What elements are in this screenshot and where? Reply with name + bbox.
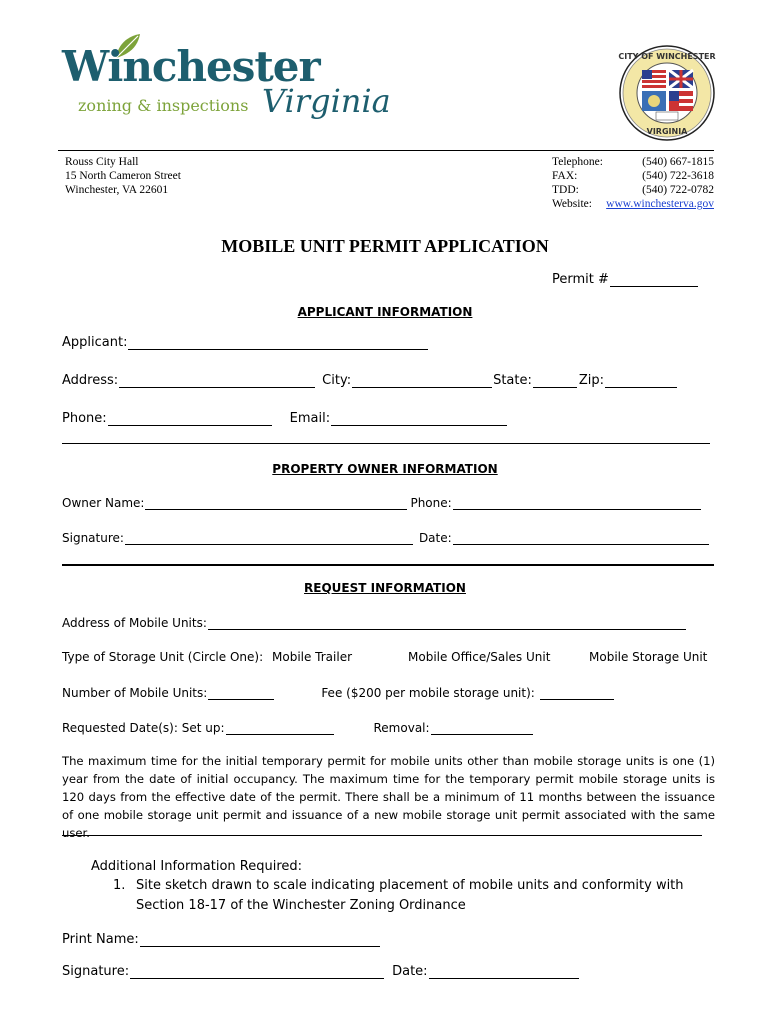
address-block xyxy=(65,155,181,197)
number-fee-row xyxy=(62,685,614,700)
owner-signature-row xyxy=(62,530,709,545)
phone-email-row xyxy=(62,411,507,426)
phone-label: Phone: xyxy=(62,411,107,426)
option-mobile-trailer[interactable]: Mobile Trailer xyxy=(272,650,353,664)
owner-phone-label: Phone: xyxy=(410,496,452,510)
divider-line xyxy=(62,443,710,444)
setup-input[interactable] xyxy=(226,720,334,735)
mobile-address-input[interactable] xyxy=(208,615,686,630)
logo-wordmark: Winchester xyxy=(62,42,320,91)
print-name-label: Print Name: xyxy=(62,932,139,947)
footer-signature-label: Signature: xyxy=(62,964,130,979)
owner-signature-label: Signature: xyxy=(62,531,124,545)
additional-item-line-1: Site sketch drawn to scale indicating placement of mobile units and conformity with xyxy=(136,878,684,893)
print-name-input[interactable] xyxy=(140,932,380,947)
website-link[interactable]: www.winchesterva.gov xyxy=(606,198,714,210)
additional-heading: Additional Information Required: xyxy=(91,859,303,874)
email-input[interactable] xyxy=(331,411,507,426)
footer-date-input[interactable] xyxy=(429,964,579,979)
applicant-input[interactable] xyxy=(128,335,428,350)
city-input[interactable] xyxy=(352,373,492,388)
mobile-address-row xyxy=(62,615,686,630)
telephone-label: Telephone: xyxy=(552,156,603,168)
print-name-row xyxy=(62,932,380,947)
address-line-3: Winchester, VA 22601 xyxy=(65,184,169,196)
setup-label: Requested Date(s): Set up: xyxy=(62,721,225,735)
dates-row xyxy=(62,720,533,735)
fee-input[interactable] xyxy=(540,685,614,700)
footer-date-label: Date: xyxy=(392,964,428,979)
city-label: City: xyxy=(322,373,352,388)
section-applicant-heading: APPLICANT INFORMATION xyxy=(297,305,473,319)
applicant-label: Applicant: xyxy=(62,335,128,350)
phone-input[interactable] xyxy=(108,411,272,426)
form-title: MOBILE UNIT PERMIT APPLICATION xyxy=(221,236,549,256)
owner-name-input[interactable] xyxy=(145,495,407,510)
storage-type-row xyxy=(62,650,722,664)
svg-text:VIRGINIA: VIRGINIA xyxy=(646,127,688,136)
telephone-value: (540) 667-1815 xyxy=(642,156,714,168)
fax-label: FAX: xyxy=(552,170,578,182)
permit-number-field xyxy=(552,272,698,287)
section-request-heading: REQUEST INFORMATION xyxy=(304,581,466,595)
contact-values xyxy=(600,155,714,211)
logo-subtitle: zoning & inspections xyxy=(78,96,249,115)
svg-text:CITY OF WINCHESTER: CITY OF WINCHESTER xyxy=(618,52,716,61)
address-row xyxy=(62,373,677,388)
address-line-1: Rouss City Hall xyxy=(65,156,139,168)
additional-item-number: 1. xyxy=(113,878,126,893)
section-owner-heading: PROPERTY OWNER INFORMATION xyxy=(272,462,498,476)
website-label: Website: xyxy=(552,198,592,210)
logo-state: Virginia xyxy=(262,82,391,120)
option-mobile-storage[interactable]: Mobile Storage Unit xyxy=(589,650,708,664)
permit-number-label: Permit # xyxy=(552,272,609,287)
owner-signature-input[interactable] xyxy=(125,530,413,545)
email-label: Email: xyxy=(289,411,331,426)
storage-type-label: Type of Storage Unit (Circle One): xyxy=(62,650,264,664)
applicant-field xyxy=(62,335,428,350)
state-label: State: xyxy=(493,373,532,388)
tdd-value: (540) 722-0782 xyxy=(642,184,714,196)
footer-signature-input[interactable] xyxy=(130,964,384,979)
permit-terms-paragraph: The maximum time for the initial temporary permit for mobile units other than mobile storage units is one (1) year from the date of initial occupancy. The maximum time for the temporary permit mobile storage units is 120 days from the effective date of the permit. There shall be a minimum of 11 months between the issuance of one mobile storage unit permit and issuance of a new mobile storage unit permit associated with the same user. xyxy=(62,754,715,840)
zip-label: Zip: xyxy=(578,373,605,388)
state-input[interactable] xyxy=(533,373,577,388)
owner-date-input[interactable] xyxy=(453,530,709,545)
option-mobile-office[interactable]: Mobile Office/Sales Unit xyxy=(408,650,551,664)
header-divider xyxy=(58,150,714,151)
mobile-address-label: Address of Mobile Units: xyxy=(62,616,207,630)
terms-underline xyxy=(62,835,702,836)
address-input[interactable] xyxy=(119,373,315,388)
owner-row xyxy=(62,495,701,510)
number-units-label: Number of Mobile Units: xyxy=(62,686,208,700)
address-line-2: 15 North Cameron Street xyxy=(65,170,181,182)
fax-value: (540) 722-3618 xyxy=(642,170,714,182)
contact-labels xyxy=(552,155,603,211)
removal-label: Removal: xyxy=(373,721,430,735)
tdd-label: TDD: xyxy=(552,184,579,196)
fee-label: Fee ($200 per mobile storage unit): xyxy=(321,686,535,700)
footer-signature-row xyxy=(62,964,579,979)
owner-date-label: Date: xyxy=(418,531,452,545)
number-units-input[interactable] xyxy=(208,685,274,700)
address-label: Address: xyxy=(62,373,119,388)
thick-divider xyxy=(62,564,714,566)
owner-name-label: Owner Name: xyxy=(62,496,145,510)
additional-item-line-2: Section 18-17 of the Winchester Zoning Ordinance xyxy=(136,898,466,913)
city-seal-icon xyxy=(618,44,716,142)
zip-input[interactable] xyxy=(605,373,677,388)
removal-input[interactable] xyxy=(431,720,533,735)
owner-phone-input[interactable] xyxy=(453,495,701,510)
permit-number-input[interactable] xyxy=(610,272,698,287)
